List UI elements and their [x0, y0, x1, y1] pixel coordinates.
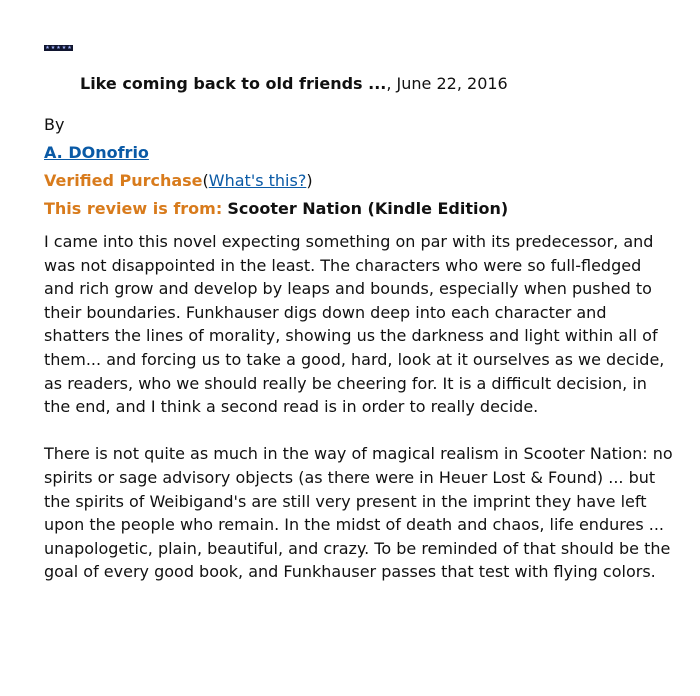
star-icon: ★	[67, 45, 72, 51]
review-date: June 22, 2016	[396, 74, 508, 93]
star-icon: ★	[50, 45, 56, 51]
review-paragraph: I came into this novel expecting something on par with its predecessor, and was not disappointed in the least. The characters who were so full-fledged and rich grow and develop by leaps and bounds, especially when pushed to their boundaries. Funkhauser digs down deep into each character and shatters the lines of morality, showing us the darkness and light within all of them... and forcing us to take a good, hard, look at it ourselves as we decide, as readers, who we should really be cheering for. It is a difficult decision, in the end, and I think a second read is in order to really decide.	[44, 232, 665, 417]
date-separator: ,	[386, 74, 397, 93]
whats-this-link[interactable]: What's this?	[208, 171, 307, 190]
product-name: Scooter Nation (Kindle Edition)	[227, 199, 509, 218]
verified-purchase	[44, 171, 313, 191]
author-link[interactable]: A. DOnofrio	[44, 143, 149, 162]
review-source-label: This review is from:	[44, 199, 223, 218]
review-paragraph: There is not quite as much in the way of magical realism in Scooter Nation: no spirits or sage advisory objects (as there were in Heuer Lost & Found) ... but the spirits of Weibigand's are still very present in the imprint they have left upon the people who remain. In the midst of death and chaos, life endures ... unapologetic, plain, beautiful, and crazy. To be reminded of that should be the goal of every good book, and Funkhauser passes that test with flying colors.	[44, 444, 673, 582]
verified-purchase-label: Verified Purchase	[44, 171, 203, 190]
review-header	[80, 74, 508, 94]
review-title: Like coming back to old friends ...	[80, 74, 387, 93]
review-body	[44, 230, 674, 584]
star-icon: ★	[61, 45, 67, 51]
star-icon: ★	[45, 45, 50, 51]
star-rating-icon	[44, 45, 73, 51]
review-source	[44, 199, 508, 219]
star-icon: ★	[56, 45, 61, 51]
paren-close: )	[306, 171, 313, 190]
by-label: By	[44, 115, 65, 134]
paren-open: (	[202, 171, 209, 190]
